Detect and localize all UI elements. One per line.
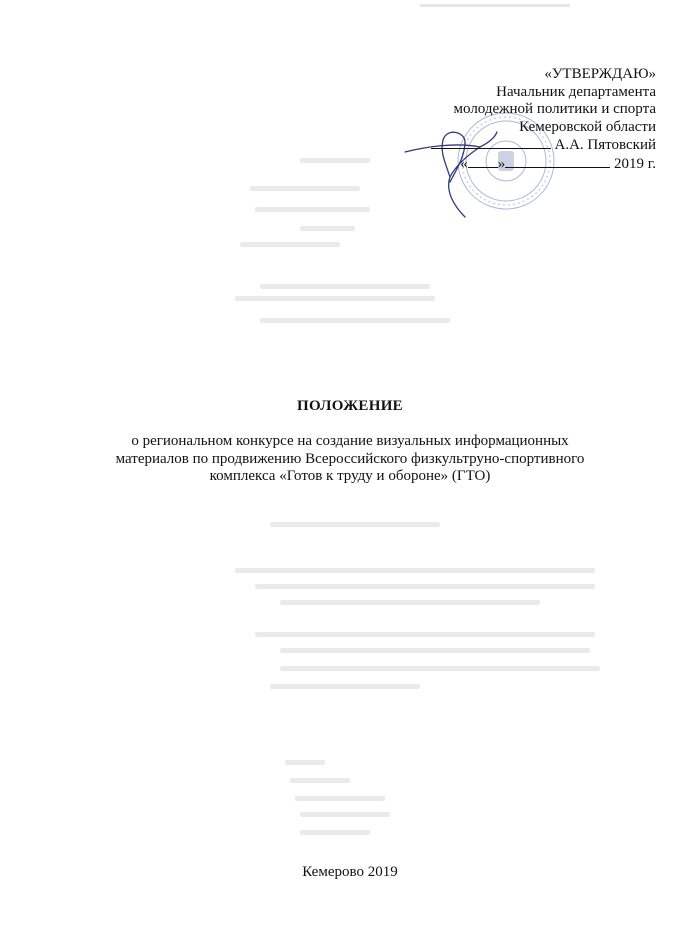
document-title: ПОЛОЖЕНИЕ bbox=[297, 398, 403, 414]
approval-block bbox=[356, 66, 656, 173]
scan-smudge bbox=[420, 4, 570, 7]
date-close-quote: » bbox=[497, 155, 506, 172]
date-year: 2019 г. bbox=[614, 155, 656, 172]
document-subtitle bbox=[0, 433, 700, 486]
month-blank bbox=[505, 155, 610, 168]
signature-blank bbox=[431, 136, 551, 149]
approver-position-line-3: Кемеровской области bbox=[519, 118, 656, 135]
document-title-block bbox=[0, 398, 700, 486]
signatory-name: А.А. Пятовский bbox=[554, 137, 656, 153]
subtitle-line-3: комплекса «Готов к труду и обороне» (ГТО) bbox=[209, 468, 491, 484]
approver-position-line-2: молодежной политики и спорта bbox=[453, 101, 656, 117]
approval-heading: «УТВЕРЖДАЮ» bbox=[544, 66, 656, 82]
subtitle-line-1: о региональном конкурсе на создание визуальных информационных bbox=[131, 433, 569, 449]
subtitle-line-2: материалов по продвижению Всероссийского физкультруно-спортивного bbox=[115, 450, 585, 467]
date-open-quote: « bbox=[460, 155, 468, 172]
place-year: Кемерово 2019 bbox=[302, 864, 398, 880]
signatory-line bbox=[356, 136, 656, 155]
day-blank bbox=[468, 155, 498, 168]
approver-position-line-1: Начальник департамента bbox=[496, 83, 656, 100]
approval-date-line bbox=[356, 155, 656, 174]
